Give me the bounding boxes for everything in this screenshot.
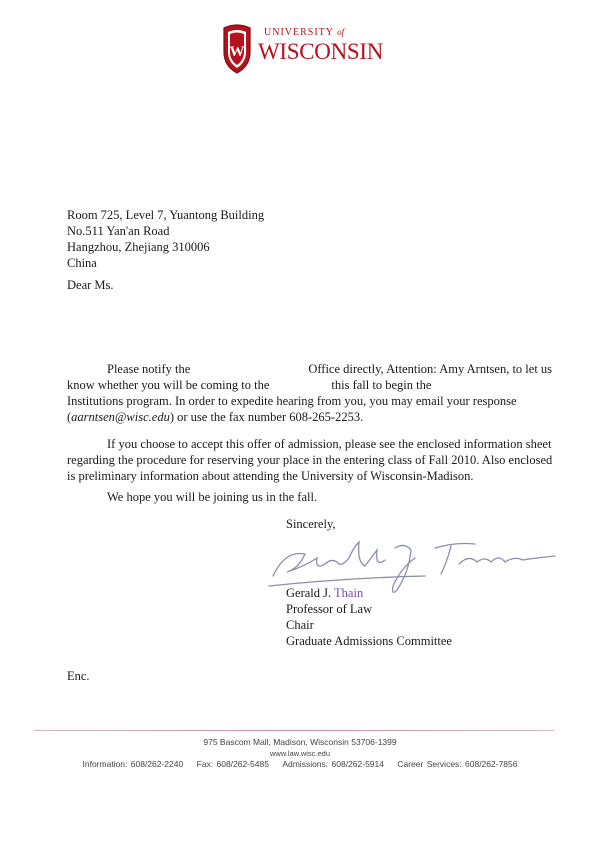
address-line: Hangzhou, Zhejiang 310006 (67, 240, 210, 254)
paragraph-notify (67, 361, 552, 425)
signatory-block (286, 585, 452, 649)
crest-letter: W (229, 44, 245, 60)
crest-icon (220, 22, 254, 74)
university-logo (220, 22, 390, 78)
paragraph-line: Institutions program. In order to expedite hearing from you, you may email your response (67, 394, 517, 408)
paragraph-line: (aarntsen@wisc.edu) or use the fax number 608-265-2253. (67, 410, 364, 424)
paragraph-accept (67, 436, 552, 484)
signatory-title: Professor of Law (286, 602, 373, 616)
salutation: Dear Ms. (67, 278, 114, 292)
footer-contact: Fax: 608/262-5485 (196, 759, 269, 769)
signatory-title: Graduate Admissions Committee (286, 634, 452, 648)
footer-contact: Career Services: 608/262-7856 (397, 759, 518, 769)
footer-contact: Information: 608/262-2240 (82, 759, 184, 769)
paragraph-line: know whether you will be coming to the this fall to begin the (67, 378, 432, 392)
wordmark-wisconsin: WISCONSIN (258, 39, 384, 64)
paragraph-line: If you choose to accept this offer of admission, please see the enclosed information sheet (107, 437, 552, 451)
paragraph-line: regarding the procedure for reserving your place in the entering class of Fall 2010. Also enclosed (67, 453, 553, 467)
address-line: Room 725, Level 7, Yuantong Building (67, 208, 265, 222)
footer-contacts (30, 759, 570, 769)
enclosure-note: Enc. (67, 669, 90, 683)
footer-address: 975 Bascom Mall, Madison, Wisconsin 53706-1399 (203, 737, 397, 747)
recipient-address (67, 207, 264, 271)
signatory-title: Chair (286, 618, 314, 632)
address-line: China (67, 256, 97, 270)
footer-divider (34, 730, 554, 731)
address-line: No.511 Yan'an Road (67, 224, 170, 238)
footer-contact: Admissions: 608/262-5914 (282, 759, 384, 769)
paragraph-line: Please notify the Office directly, Attention: Amy Arntsen, to let us (107, 362, 553, 376)
wordmark-university: UNIVERSITY of (264, 27, 345, 38)
closing: Sincerely, (286, 517, 336, 531)
footer-web[interactable]: www.law.wisc.edu (269, 749, 331, 758)
email-link[interactable]: aarntsen@wisc.edu (71, 410, 170, 424)
signatory-name: Gerald J. Thain (286, 586, 364, 600)
paragraph-line: is preliminary information about attending the University of Wisconsin-Madison. (67, 469, 474, 483)
paragraph-hope: We hope you will be joining us in the fall. (107, 490, 318, 504)
